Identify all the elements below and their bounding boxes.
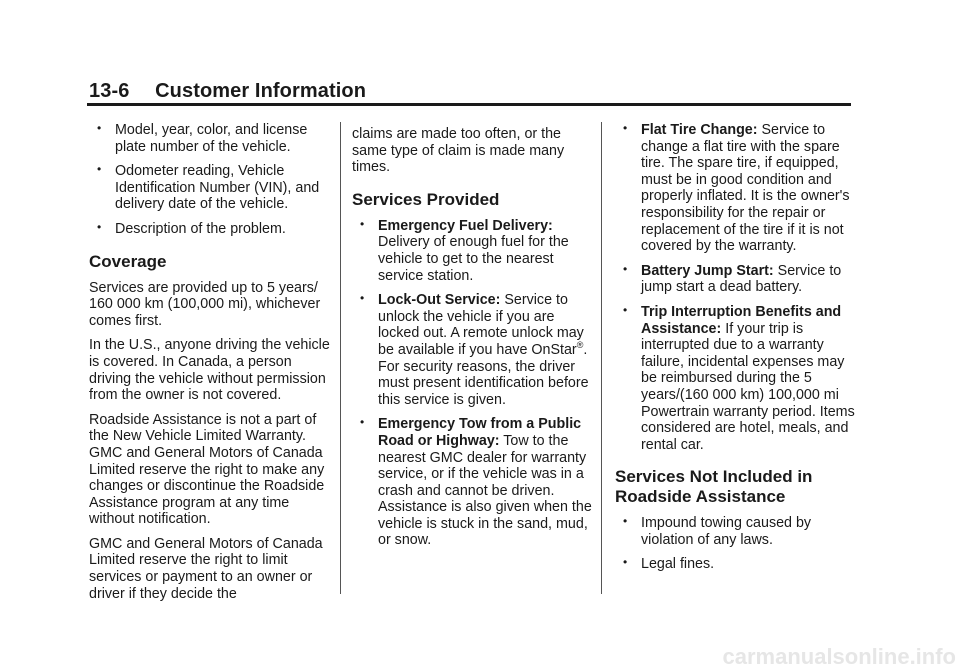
paragraph: In the U.S., anyone driving the vehicle is covered. In Canada, a person driving the vehicle without permission from the owner is not covered. xyxy=(89,337,330,404)
section-title: Customer Information xyxy=(155,80,367,102)
list-item: • Emergency Tow from a Public Road or Highway: Tow to the nearest GMC dealer for warranty service, or if the vehicle was in a crash and cannot be driven. Assistance is also given when the vehicle is stuck in the sand, mud, or snow. xyxy=(360,415,592,549)
bullet-icon: • xyxy=(623,514,628,529)
bullet-icon: • xyxy=(97,162,102,177)
registered-mark: ® xyxy=(576,340,584,351)
bullet-icon: • xyxy=(97,121,102,135)
bullet-icon: • xyxy=(360,216,365,231)
column-1 xyxy=(89,122,334,610)
bullet-icon: • xyxy=(623,302,628,317)
column-divider-1 xyxy=(340,122,341,594)
list-item: • Battery Jump Start: Service to jump start a dead battery. xyxy=(623,261,842,296)
header-rule xyxy=(87,103,851,106)
page-number: 13-6 xyxy=(89,80,130,102)
bullet-icon: • xyxy=(360,415,365,430)
item-title: Emergency Tow from a Public Road or Highway: xyxy=(378,416,582,449)
list-item: • Trip Interruption Benefits and Assistance: If your trip is interrupted due to a warranty failure, incidental expenses may be reimbursed during the 5 years/(160 000 km) 100,000 mi Powertrain warranty period. Items considered are hotel, meals, and rental car. xyxy=(623,302,855,453)
bullet-icon: • xyxy=(97,219,102,234)
column-divider-2 xyxy=(601,122,602,594)
list-item: • Lock-Out Service: Service to unlock the vehicle if you are locked out. A remote unlock may be available if you have OnStar®. For security reasons, the driver must present identification before this service is given. xyxy=(360,291,589,408)
bullet-icon: • xyxy=(623,555,628,570)
list-item: • Emergency Fuel Delivery: Delivery of enough fuel for the vehicle to get to the nearest service station. xyxy=(360,216,569,284)
list-item: • Description of the problem. xyxy=(97,219,286,237)
paragraph: Services are provided up to 5 years/ 160 000 km (100,000 mi), whichever comes first. xyxy=(89,279,321,329)
paragraph: GMC and General Motors of Canada Limited reserve the right to limit services or payment to an owner or driver if they decide the xyxy=(89,535,323,602)
list-item: • Model, year, color, and license plate number of the vehicle. xyxy=(97,121,308,155)
item-title: Lock-Out Service: xyxy=(378,292,501,309)
list-item: • Odometer reading, Vehicle Identification Number (VIN), and delivery date of the vehicle. xyxy=(97,162,320,213)
bullet-icon: • xyxy=(623,121,628,135)
item-title: Trip Interruption Benefits and Assistance: xyxy=(641,303,842,337)
paragraph: Roadside Assistance is not a part of the New Vehicle Limited Warranty. GMC and General Motors of Canada Limited reserve the right to make any changes or discontinue the Roadside Assistance program at any time without notification. xyxy=(89,411,325,528)
coverage-heading: Coverage xyxy=(89,251,167,271)
list-item: • Legal fines. xyxy=(623,555,715,573)
services-provided-heading: Services Provided xyxy=(352,189,500,209)
watermark: carmanualsonline.info xyxy=(722,644,956,669)
bullet-icon: • xyxy=(360,291,365,306)
list-item: • Impound towing caused by violation of any laws. xyxy=(623,514,812,548)
page-header xyxy=(89,80,366,103)
column-3 xyxy=(615,122,860,581)
not-included-heading: Services Not Included in Roadside Assistance xyxy=(615,467,813,507)
list-item: • Flat Tire Change: Service to change a flat tire with the spare tire. The spare tire, if equipped, must be in good condition and properly inflated. It is the owner's responsibility for the repair or replacement of the tire if it is not covered by the warranty. xyxy=(623,121,850,255)
item-title: Battery Jump Start: xyxy=(641,262,774,279)
column-2 xyxy=(352,126,592,557)
item-title: Emergency Fuel Delivery: xyxy=(378,217,553,234)
paragraph: claims are made too often, or the same type of claim is made many times. xyxy=(352,126,565,176)
bullet-icon: • xyxy=(623,261,628,276)
item-title: Flat Tire Change: xyxy=(641,122,758,138)
